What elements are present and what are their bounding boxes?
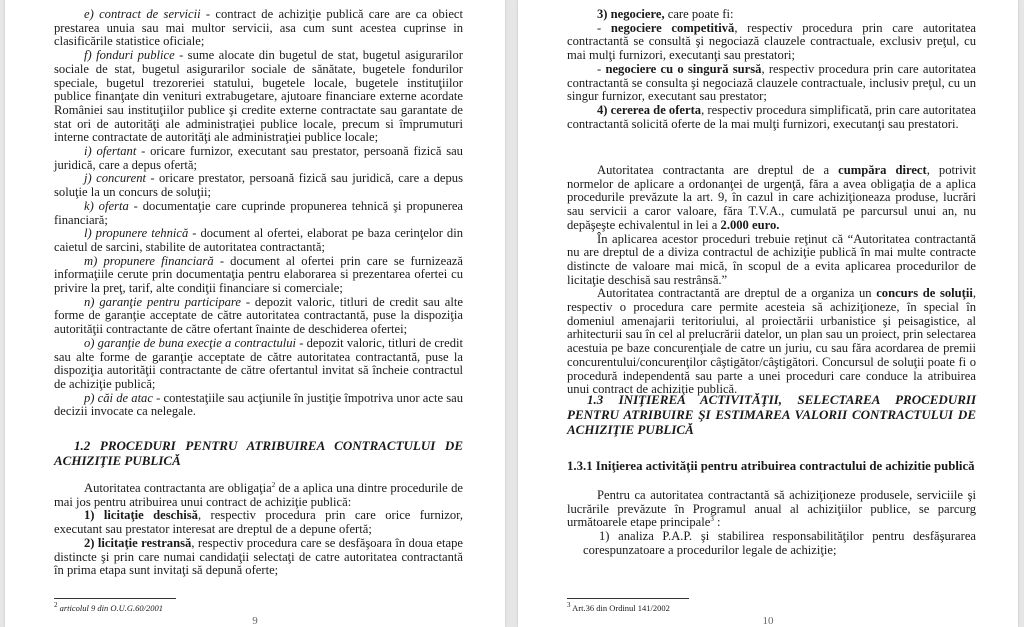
stage-list bbox=[567, 530, 976, 557]
text-run: 2) licitaţie restransă bbox=[84, 535, 192, 550]
stages-intro-paragraph bbox=[567, 489, 976, 530]
paragraph bbox=[567, 233, 976, 288]
section-heading-1-3 bbox=[567, 392, 976, 437]
text-run: n) garanţie pentru participare bbox=[84, 294, 241, 309]
text-run: - document al ofertei prin care se furnizează informaţiile cerute prin documentaţia pentru elaborarea si prezentarea ofertei cu privire la preţ, tarif, alte condiţii financiare si comerciale; bbox=[54, 253, 463, 296]
definitions-list bbox=[54, 8, 463, 419]
paragraph bbox=[54, 482, 463, 509]
paragraph bbox=[54, 392, 463, 419]
text-run: f) fonduri publice bbox=[84, 48, 175, 63]
section-heading-1-2 bbox=[54, 438, 463, 468]
text-run: - depozit valoric, titluri de credit sau alte forme de garanţie acceptate de către autoritatea contractantă, puse la dispoziţia autorităţii contractante de către ofertantul invitat să încheie contractul de achiziţie publică; bbox=[54, 335, 463, 391]
text-run: o) garanţie de buna execţie a contractului bbox=[84, 335, 297, 350]
text-run: - oricare furnizor, executant sau prestator, persoană fizică sau juridică, care a depus ofertă; bbox=[54, 144, 463, 172]
text-run: , potrivit normelor de aplicare a ordonanţei de urgenţă, făra a avea obligaţia de a aplica procedurile prevăzute la art. 9, în cazul in care achiziţioneaza produse, lucrări sau servicii a caror valoare, făra T.V.A., cumulată pe parcursul unui an, nu depăşeşte echivalentul in lei a bbox=[567, 163, 976, 232]
footnote: $^2$ articolul 9 din O.U.G.60/2001 bbox=[54, 601, 164, 613]
direct-purchase-paragraphs bbox=[567, 164, 976, 397]
text-run: - contract de achiziţie publică care are ca obiect prestarea unuia sau mai multor servicii, asa cum sunt acestea cuprinse in clasificările statistice oficiale; bbox=[54, 7, 463, 49]
paragraph bbox=[54, 145, 463, 172]
paragraph bbox=[567, 392, 976, 437]
text-run: 1.3 INIŢIEREA ACTIVITĂŢII, SELECTAREA PROCEDURII PENTRU ATRIBUIRE ŞI ESTIMAREA VALORII CONTRACTULUI DE ACHIZIŢIE PUBLICĂ bbox=[567, 392, 976, 437]
text-run: j) concurent bbox=[84, 171, 146, 186]
paragraph bbox=[567, 460, 976, 474]
text-run: 3) negociere, bbox=[597, 7, 665, 21]
text-run: 1) analiza P.A.P. şi stabilirea responsabilităţilor pentru desfăşurarea corespunzatoare a procedurilor legale de achiziţie; bbox=[583, 529, 976, 557]
text-run: În aplicarea acestor proceduri trebuie reţinut că “Autoritatea contractantă nu are dreptul de a diviza contractul de achiziţie publică în mai multe contracte distincte de valoare mai mică, în scopul de a evita aplicarea procedurilor de licitaţie deschisă sau restrânsă.” bbox=[567, 231, 976, 287]
paragraph bbox=[567, 287, 976, 397]
footnote-ref: 2 bbox=[271, 480, 276, 489]
paragraph bbox=[54, 8, 463, 49]
paragraph bbox=[54, 438, 463, 468]
paragraph bbox=[54, 509, 463, 536]
paragraph bbox=[54, 172, 463, 199]
text-run: p) căi de atac bbox=[84, 390, 153, 405]
text-run: Pentru ca autoritatea contractantă să achiziţioneze produsele, serviciile şi lucrările prevăzute în Programul anual al achiziţiilor publice, se parcurg următoarele etape principale bbox=[567, 488, 976, 530]
text-run: - depozit valoric, titluri de credit sau alte forme de garanţie acceptate de către autoritatea contractantă, puse la dispoziţia autorităţii contractante de către ofertant înainte de deschiderea ofertei; bbox=[54, 294, 463, 337]
text-run: 1.3.1 Iniţierea activităţii pentru atribuirea contractului de achizitie publică bbox=[567, 459, 975, 473]
text-run: cumpăra direct bbox=[838, 163, 927, 177]
paragraph bbox=[567, 8, 976, 22]
paragraph bbox=[54, 296, 463, 337]
paragraph bbox=[567, 22, 976, 63]
paragraph bbox=[567, 530, 976, 557]
paragraph bbox=[54, 200, 463, 227]
paragraph bbox=[567, 164, 976, 233]
text-run: negociere cu o singură sursă bbox=[605, 61, 762, 76]
text-run: i) ofertant bbox=[84, 144, 137, 159]
text-run: 4) cererea de oferta bbox=[597, 102, 702, 117]
text-run: Autoritatea contractantă are dreptul de a organiza un bbox=[597, 286, 877, 301]
page-number: 9 bbox=[252, 615, 258, 627]
footnote: $^3$ Art.36 din Ordinul 141/2002 bbox=[567, 601, 670, 613]
paragraph bbox=[567, 63, 976, 104]
text-run: , respectiv procedura prin care autoritatea contractantă se consultă şi negociază clauzele contractuale, exclusiv preţul, cu mai mulţi furnizori, executanţi sau prestatori; bbox=[567, 20, 976, 63]
paragraph bbox=[54, 337, 463, 392]
procedures-paragraphs bbox=[54, 482, 463, 578]
paragraph bbox=[567, 489, 976, 530]
subsection-heading-1-3-1 bbox=[567, 460, 976, 474]
text-run: 1.2 PROCEDURI PENTRU ATRIBUIREA CONTRACTULUI DE ACHIZIŢIE PUBLICĂ bbox=[54, 438, 463, 468]
text-run: - document al ofertei, elaborat pe baza cerinţelor din caietul de sarcini, stabilite de autoritatea contractantă; bbox=[54, 226, 463, 254]
text-run: - contestaţiile sau acţiunile în justiţie împotriva unor acte sau decizii invocate ca nelegale. bbox=[54, 390, 464, 419]
text-run: de a aplica una dintre procedurile de mai jos pentru atribuirea unui contract de achiziţie publică: bbox=[54, 481, 463, 509]
text-run: 2.000 euro. bbox=[720, 217, 780, 232]
footnote-separator bbox=[54, 598, 176, 599]
text-run: - sume alocate din bugetul de stat, bugetul asigurarilor sociale de stat, bugetul asigurarilor sociale de sănătate, bugetele fondurilor speciale, bugetul trezoreriei statului, bugetele locale, bugetele instituţiilor publice finanţate din venituri extrabugetare, ajutoare financiare externe acordate României sau instituţiilor publice şi credite externe contractate sau garantate de stat ori de autorităţi ale administraţiei publice locale, precum si împrumuturi interne contractate de autorităţi ale administraţiei publice locale; bbox=[54, 48, 463, 145]
text-run: m) propunere financiară bbox=[84, 253, 214, 268]
text-run: e) contract de servicii bbox=[84, 7, 201, 21]
paragraph bbox=[54, 227, 463, 254]
footnote-ref: 3 bbox=[710, 515, 714, 524]
text-run: , respectiv procedura prin care autoritatea contractantă se consulta şi negociază clauzele contractuale, inclusiv preţul, cu un singur furnizor, executant sau prestator; bbox=[567, 61, 977, 104]
paragraph bbox=[54, 255, 463, 296]
footnote-separator bbox=[567, 598, 689, 599]
text-run: , respectiv procedura simplificată, prin care autoritatea contractantă solicită oferte de la mai mulţi furnizori, executanţi sau prestatori. bbox=[567, 102, 976, 131]
negotiation-list bbox=[567, 8, 976, 131]
page-9 bbox=[5, 0, 505, 627]
text-run: care poate fi: bbox=[664, 7, 734, 21]
text-run: , respectiv procedura care se desfăşoara în doua etape distincte şi prin care numai candidaţii selectaţi de catre autoritatea contractantă în prima etapa sunt invitaţi să depună oferte; bbox=[54, 535, 463, 578]
text-run: Autoritatea contractanta are obligaţia bbox=[84, 481, 272, 495]
text-run: negociere competitivă bbox=[610, 20, 735, 35]
page-number: 10 bbox=[762, 615, 774, 627]
text-run: : bbox=[713, 515, 721, 530]
text-run: - documentaţie care cuprinde propunerea tehnică şi propunerea financiară; bbox=[54, 198, 463, 227]
text-run: , respectiv procedura prin care orice furnizor, executant sau prestator interesat are dreptul de a depune ofertă; bbox=[54, 508, 464, 537]
text-run: - oricare prestator, persoană fizică sau juridică, care a depus soluţie la un concurs de soluţii; bbox=[54, 171, 463, 200]
text-run: - bbox=[597, 61, 606, 76]
text-run: - bbox=[597, 20, 611, 35]
text-run: k) oferta bbox=[84, 198, 129, 213]
text-run: 1) licitaţie deschisă bbox=[84, 508, 198, 523]
text-run: Autoritatea contractanta are dreptul de a bbox=[597, 163, 839, 177]
paragraph bbox=[54, 49, 463, 145]
paragraph bbox=[567, 104, 976, 131]
text-run: , respectiv o procedura care permite acesteia să achiziţioneze, în special în domeniul amenajarii teritoriului, al proiectării urbanistice şi peisagistice, al arhitecturii sau în cel al prelucrării datelor, un plan sau un proiect, prin selectarea acestuia pe baze concurenţiale de catre un juriu, cu sau făra acordarea de premii concurentului/concurenţilor câştigător/câştigători. Concursul de soluţii poate fi o procedură independentă sau parte a unei proceduri care conduce la atribuirea unui contract de achiziţie publică. bbox=[567, 286, 976, 397]
page-10 bbox=[518, 0, 1018, 627]
text-run: concurs de soluţii bbox=[876, 286, 973, 301]
text-run: l) propunere tehnică bbox=[84, 226, 189, 241]
paragraph bbox=[54, 537, 463, 578]
